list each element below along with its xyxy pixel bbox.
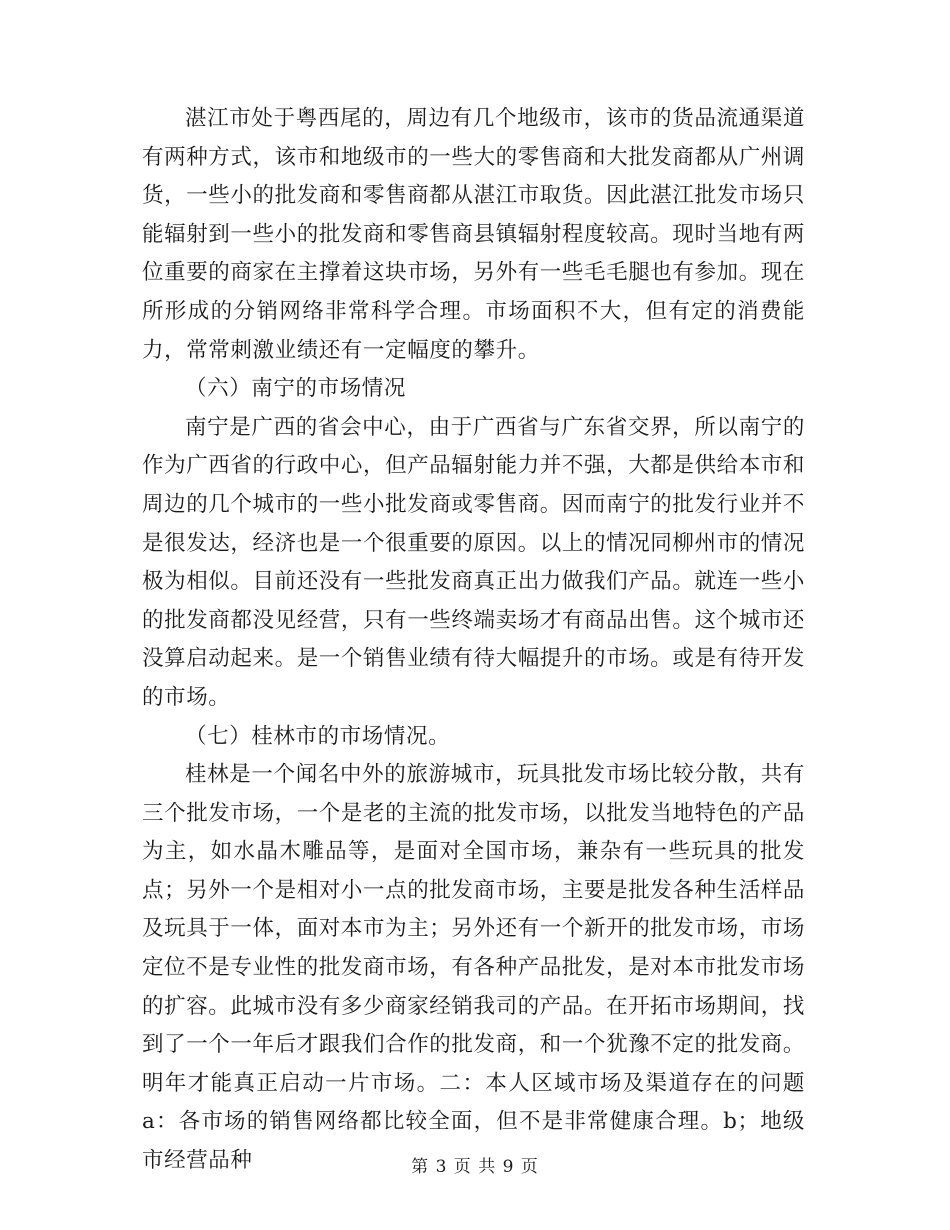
document-body bbox=[142, 100, 805, 1181]
section-heading-nanning: （六）南宁的市场情况 bbox=[185, 376, 407, 402]
paragraph-nanning: 南宁是广西的省会中心，由于广西省与广东省交界，所以南宁的作为广西省的行政中心，但产品辐射能力并不强，大都是供给本市和周边的几个城市的一些小批发商或零售商。因而南宁的批发行业并不是很发达，经济也是一个很重要的原因。以上的情况同柳州市的情况极为相似。目前还没有一些批发商真正出力做我们产品。就连一些小的批发商都没见经营，只有一些终端卖场才有商品出售。这个城市还没算启动起来。是一个销售业绩有待大幅提升的市场。或是有待开发的市场。 bbox=[142, 414, 806, 710]
page-number-footer: 第 3 页 共 9 页 bbox=[411, 1157, 539, 1177]
paragraph-zhanjiang: 湛江市处于粤西尾的，周边有几个地级市，该市的货品流通渠道有两种方式，该市和地级市的一些大的零售商和大批发商都从广州调货，一些小的批发商和零售商都从湛江市取货。因此湛江批发市场只能辐射到一些小的批发商和零售商县镇辐射程度较高。现时当地有两位重要的商家在主撑着这块市场，另外有一些毛毛腿也有参加。现在所形成的分销网络非常科学合理。市场面积不大，但有定的消费能力，常常刺激业绩还有一定幅度的攀升。 bbox=[142, 106, 806, 363]
paragraph-guilin: 桂林是一个闻名中外的旅游城市，玩具批发市场比较分散，共有三个批发市场，一个是老的主流的批发市场，以批发当地特色的产品为主，如水晶木雕品等，是面对全国市场，兼杂有一些玩具的批发点；另外一个是相对小一点的批发商市场，主要是批发各种生活样品及玩具于一体，面对本市为主；另外还有一个新开的批发市场，市场定位不是专业性的批发商市场，有各种产品批发，是对本市批发市场的扩容。此城市没有多少商家经销我司的产品。在开拓市场期间，找到了一个一年后才跟我们合作的批发商，和一个犹豫不定的批发商。明年才能真正启动一片市场。二：本人区域市场及渠道存在的问题a：各市场的销售网络都比较全面，但不是非常健康合理。b；地级市经营品种 bbox=[142, 762, 806, 1174]
section-heading-guilin: （七）桂林市的市场情况。 bbox=[185, 723, 451, 749]
